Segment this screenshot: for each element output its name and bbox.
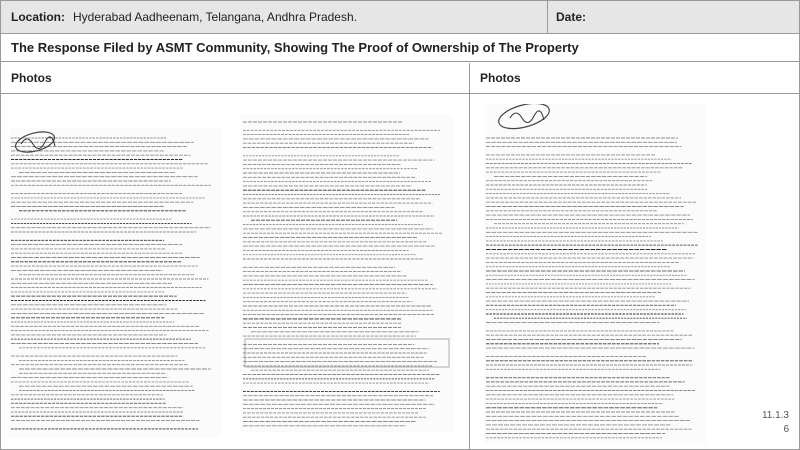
date-label: Date: bbox=[556, 10, 587, 24]
photos-header-row bbox=[1, 63, 799, 94]
location-label: Location: bbox=[11, 10, 65, 24]
scan-text-graphic bbox=[484, 104, 706, 444]
date-cell bbox=[548, 1, 799, 33]
photos-label-left: Photos bbox=[1, 63, 470, 93]
page-number: 6 bbox=[783, 424, 789, 435]
handwritten-seal-mark bbox=[496, 104, 552, 133]
photos-label-right: Photos bbox=[480, 71, 521, 85]
photos-body-row bbox=[1, 94, 799, 449]
header-row bbox=[1, 1, 799, 34]
scan-text-graphic bbox=[241, 114, 453, 432]
photos-cell-right bbox=[470, 94, 799, 449]
scanned-document-page-3 bbox=[484, 104, 706, 444]
scanned-document-page-2 bbox=[241, 114, 453, 432]
scan-text-graphic bbox=[9, 128, 221, 438]
photos-cell-left bbox=[1, 94, 470, 449]
page-title: The Response Filed by ASMT Community, Showing The Proof of Ownership of The Property bbox=[1, 34, 799, 62]
location-cell bbox=[1, 1, 548, 33]
location-value: Hyderabad Aadheenam, Telangana, Andhra Pradesh. bbox=[73, 10, 357, 24]
section-number: 11.1.3 bbox=[761, 410, 789, 421]
scanned-document-page-1 bbox=[9, 128, 221, 438]
